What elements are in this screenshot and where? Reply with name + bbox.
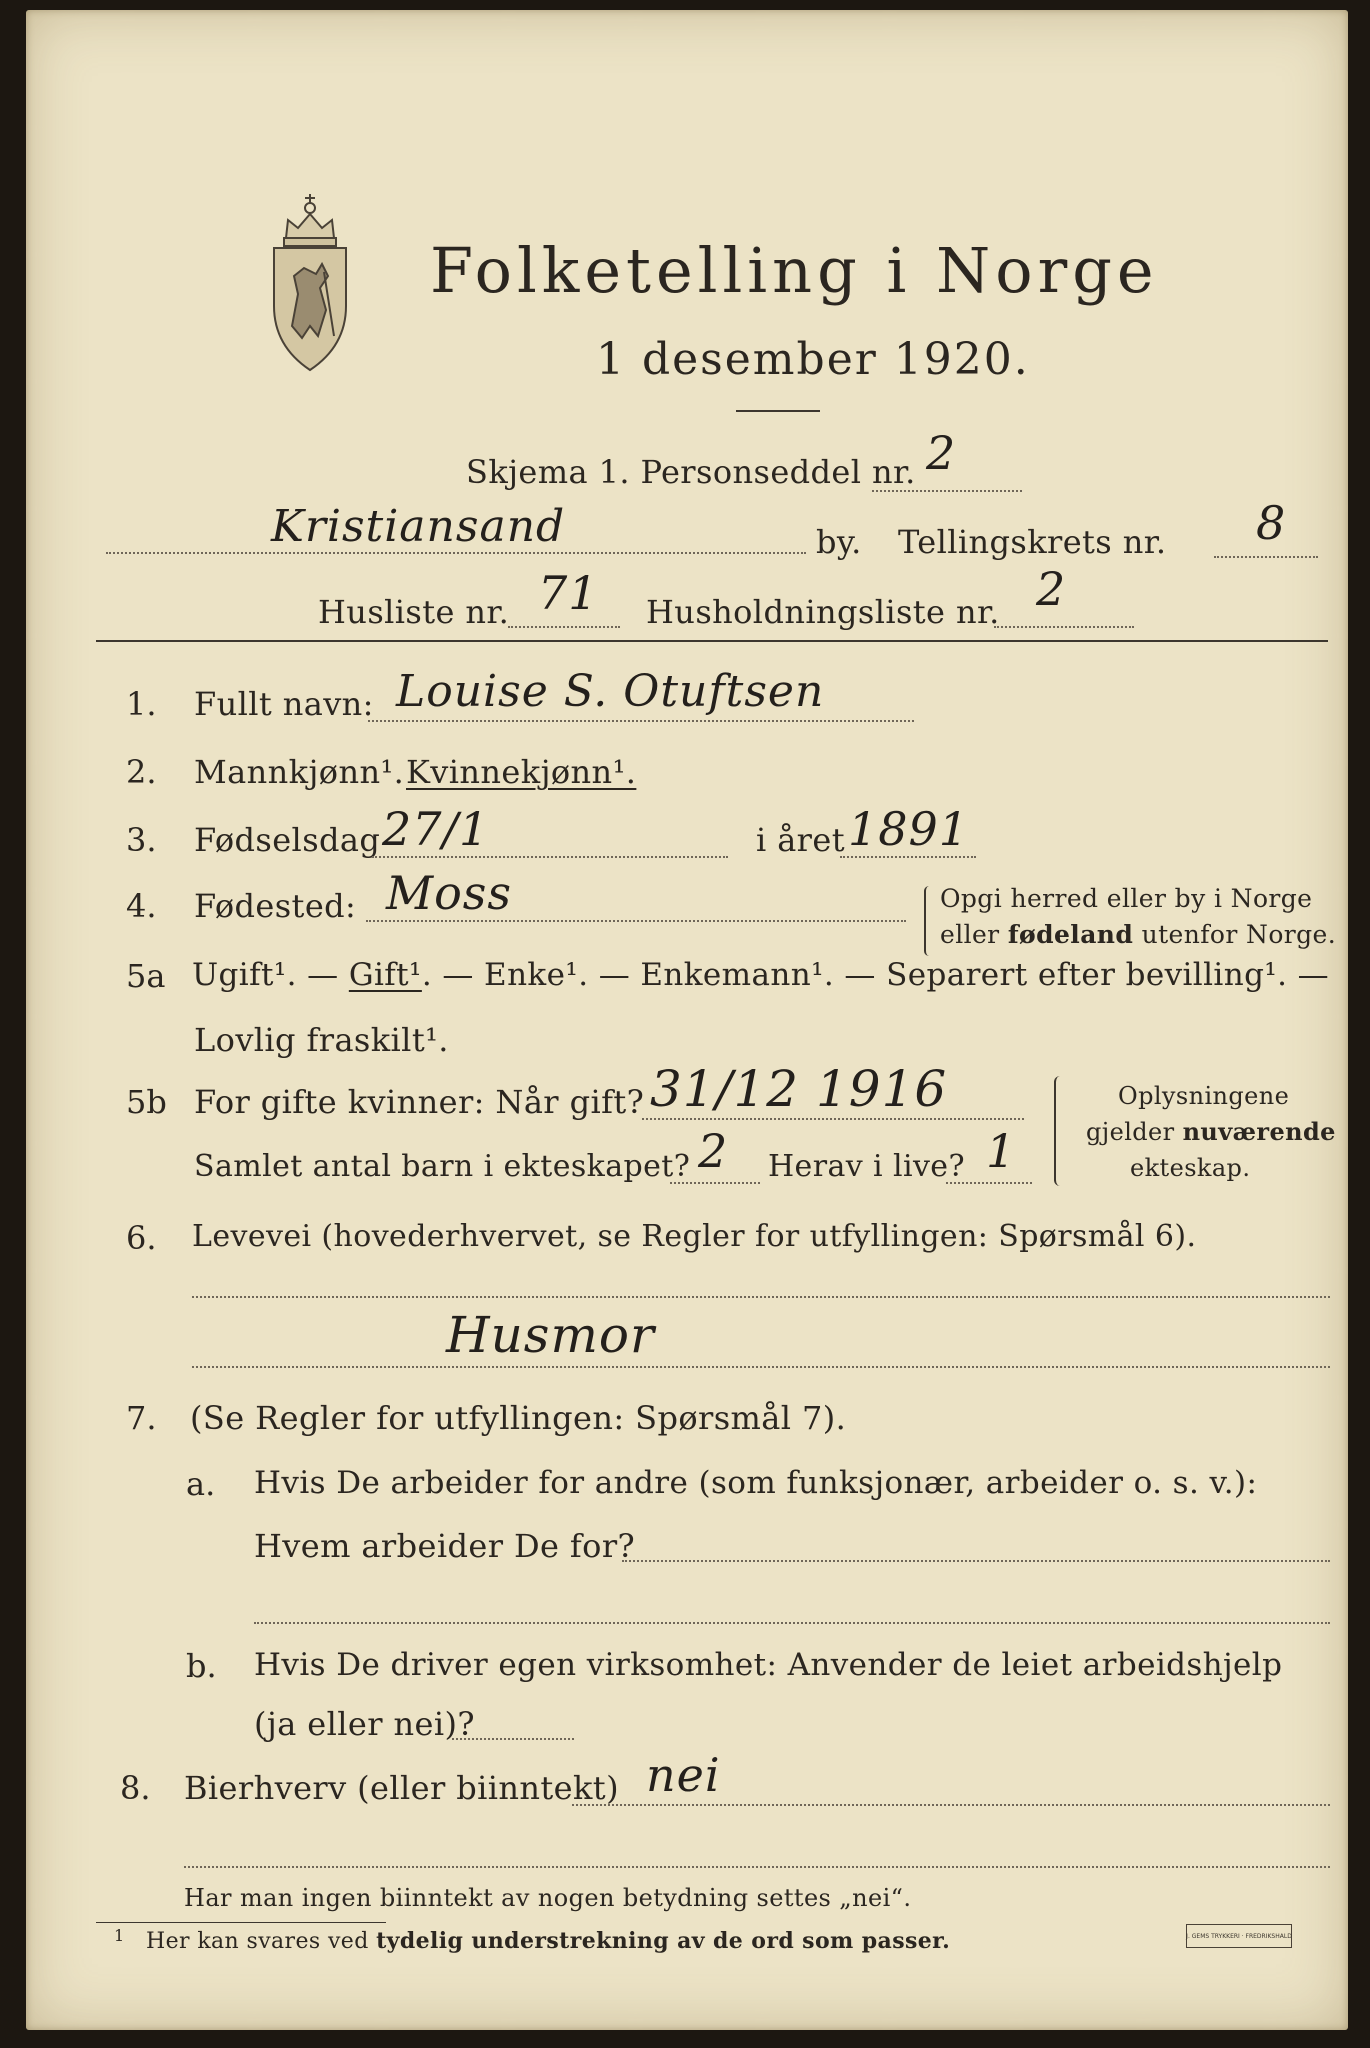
q5b-note1: Oplysningene bbox=[1118, 1082, 1290, 1110]
q5b-note-brace bbox=[1054, 1076, 1066, 1186]
q4-number: 4. bbox=[126, 887, 157, 925]
q5a-number: 5a bbox=[126, 957, 166, 995]
q4-note-brace bbox=[924, 886, 934, 956]
q1-dotline bbox=[368, 720, 914, 722]
tellingskrets-label: Tellingskrets nr. bbox=[898, 523, 1167, 561]
q2-kvinne-underlined: Kvinnekjønn¹. bbox=[406, 753, 637, 791]
skjema-dotline bbox=[872, 490, 1022, 492]
q2-mann: Mannkjønn¹. bbox=[194, 753, 405, 791]
husholdning-dotline bbox=[994, 626, 1134, 628]
census-date: 1 desember 1920. bbox=[596, 334, 1030, 385]
q4-label: Fødested: bbox=[194, 887, 357, 925]
q7a-dotline-1 bbox=[622, 1560, 1330, 1562]
by-dotline bbox=[106, 552, 806, 554]
q1-label: Fullt navn: bbox=[194, 685, 374, 723]
footnote-number: 1 bbox=[114, 1926, 125, 1945]
q5b-live-label: Herav i live? bbox=[768, 1149, 965, 1184]
husholdning-label: Husholdningsliste nr. bbox=[646, 593, 1000, 631]
husliste-dotline bbox=[508, 626, 620, 628]
q7a-question: Hvem arbeider De for? bbox=[254, 1527, 636, 1565]
q5b-date: 31/12 1916 bbox=[650, 1060, 948, 1118]
skjema-value: 2 bbox=[926, 426, 957, 480]
footnote-divider bbox=[96, 1922, 386, 1923]
q7-label: (Se Regler for utfyllingen: Spørsmål 7). bbox=[190, 1399, 847, 1437]
q5b-barn-dotline bbox=[670, 1182, 760, 1184]
q1-number: 1. bbox=[126, 685, 157, 723]
form-title: Folketelling i Norge bbox=[430, 234, 1159, 307]
q7b-question: (ja eller nei)? bbox=[254, 1705, 475, 1743]
q6-value: Husmor bbox=[446, 1306, 655, 1364]
q5b-barn-value: 2 bbox=[698, 1124, 729, 1178]
q5b-number: 5b bbox=[126, 1083, 167, 1121]
note-nei: Har man ingen biinntekt av nogen betydning settes „nei“. bbox=[184, 1884, 912, 1912]
q3-day: 27/1 bbox=[382, 802, 490, 856]
tellingskrets-value: 8 bbox=[1256, 496, 1287, 550]
q8-dotline-2 bbox=[184, 1866, 1330, 1868]
q3-year-dotline bbox=[840, 856, 976, 858]
q6-dotline-2 bbox=[192, 1366, 1330, 1368]
census-form-page bbox=[26, 10, 1348, 2030]
skjema-label: Skjema 1. Personseddel nr. bbox=[466, 453, 916, 491]
q5b-label: For gifte kvinner: Når gift? bbox=[194, 1083, 645, 1121]
q7b-text: Hvis De driver egen virksomhet: Anvender de leiet arbeidshjelp bbox=[254, 1647, 1283, 1683]
q5a-gift-underlined: Gift¹ bbox=[348, 957, 422, 993]
q5b-barn-label: Samlet antal barn i ekteskapet? bbox=[194, 1149, 691, 1184]
tellingskrets-dotline bbox=[1214, 556, 1318, 558]
q5b-live-value: 1 bbox=[986, 1124, 1017, 1178]
q8-value: nei bbox=[646, 1748, 721, 1802]
q4-note-line1: Opgi herred eller by i Norge bbox=[940, 884, 1313, 913]
q8-label: Bierhverv (eller biinntekt) bbox=[184, 1769, 619, 1807]
q8-number: 8. bbox=[120, 1769, 151, 1807]
q7b-dotline bbox=[452, 1738, 574, 1740]
by-label: by. bbox=[816, 523, 862, 561]
q5b-note3: ekteskap. bbox=[1130, 1154, 1251, 1182]
husliste-label: Husliste nr. bbox=[318, 593, 510, 631]
husliste-value: 71 bbox=[538, 566, 599, 620]
printer-stamp: J. GEMS TRYKKERI · FREDRIKSHALD bbox=[1186, 1924, 1292, 1948]
norway-coat-of-arms-icon bbox=[266, 176, 354, 376]
q5b-live-dotline bbox=[946, 1182, 1032, 1184]
by-value: Kristiansand bbox=[271, 501, 566, 552]
q6-number: 6. bbox=[126, 1219, 157, 1257]
q3-label: Fødselsdag bbox=[194, 821, 381, 859]
q7b-mark: b. bbox=[186, 1647, 217, 1685]
q7a-text: Hvis De arbeider for andre (som funksjonær, arbeider o. s. v.): bbox=[254, 1465, 1258, 1501]
q7-number: 7. bbox=[126, 1399, 157, 1437]
header-divider bbox=[96, 640, 1328, 642]
q4-dotline bbox=[366, 920, 906, 922]
q5a-line1: Ugift¹. — Gift¹. — Enke¹. — Enkemann¹. — Separert efter bevilling¹. — bbox=[192, 957, 1330, 993]
q3-year: 1891 bbox=[848, 802, 970, 856]
husholdning-value: 2 bbox=[1036, 562, 1067, 616]
q4-value: Moss bbox=[386, 866, 513, 920]
q3-day-dotline bbox=[372, 856, 728, 858]
q5b-date-dotline bbox=[642, 1118, 1024, 1120]
q5b-note2: gjelder nuværende bbox=[1086, 1117, 1336, 1146]
q3-number: 3. bbox=[126, 821, 157, 859]
q8-dotline bbox=[572, 1804, 1330, 1806]
q3-year-label: i året bbox=[756, 821, 845, 859]
q2-number: 2. bbox=[126, 753, 157, 791]
q7a-mark: a. bbox=[186, 1465, 216, 1503]
q6-label: Levevei (hovederhvervet, se Regler for utfyllingen: Spørsmål 6). bbox=[192, 1219, 1197, 1254]
q6-dotline-1 bbox=[192, 1296, 1330, 1298]
q1-value: Louise S. Otuftsen bbox=[396, 666, 825, 717]
q7a-dotline-2 bbox=[254, 1622, 1330, 1624]
footnote-text: Her kan svares ved tydelig understrekning av de ord som passer. bbox=[146, 1928, 951, 1954]
q4-note-line2: eller fødeland utenfor Norge. bbox=[940, 920, 1337, 949]
q5a-line2: Lovlig fraskilt¹. bbox=[194, 1021, 449, 1059]
title-divider bbox=[736, 410, 820, 412]
